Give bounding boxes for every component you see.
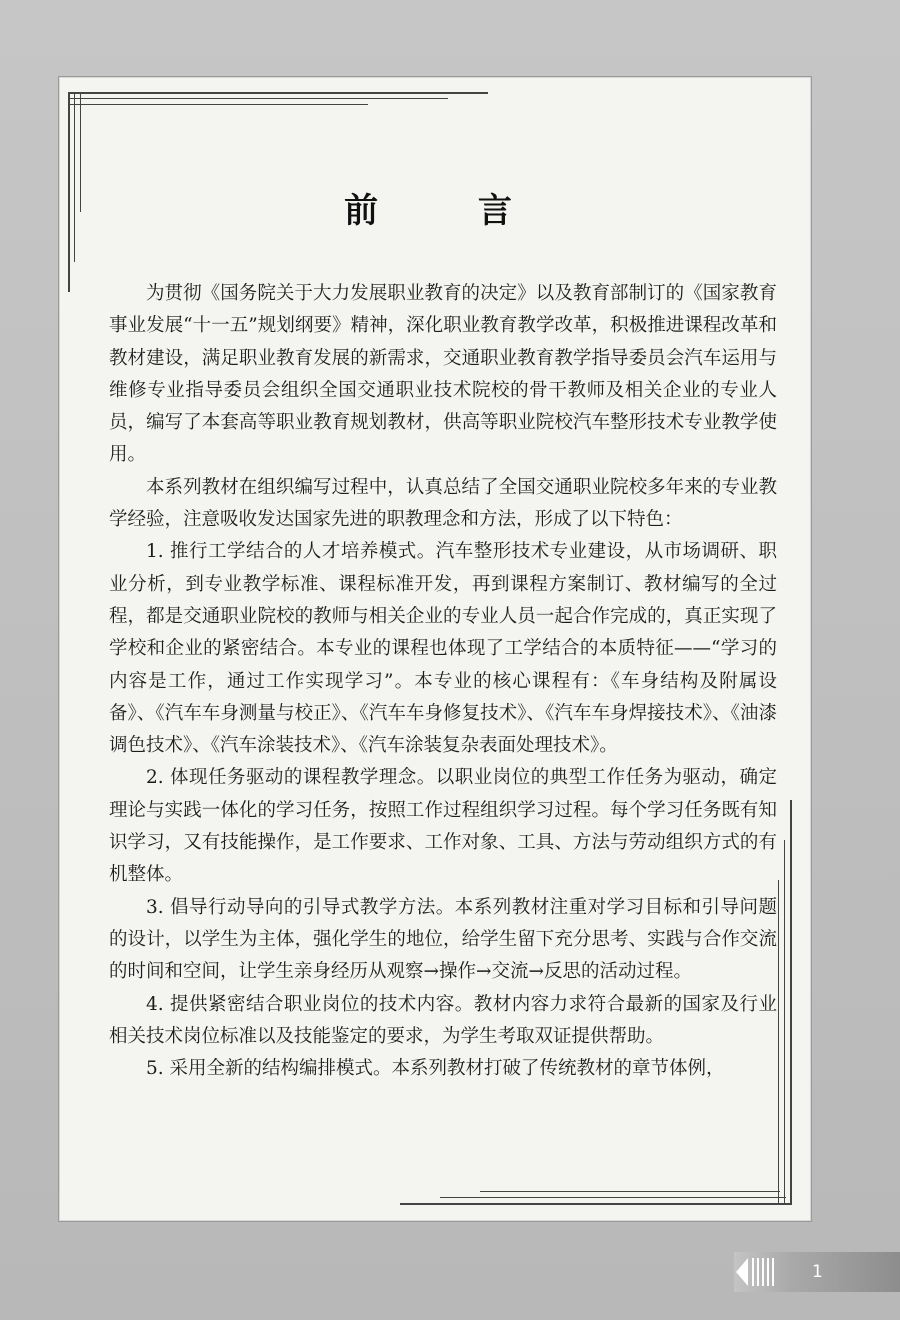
corner-rule [784,840,785,1205]
preface-body [109,278,777,1085]
paragraph: 为贯彻《国务院关于大力发展职业教育的决定》以及教育部制订的《国家教育事业发展“十一五”规划纲要》精神，深化职业教育教学改革，积极推进课程改革和教材建设，满足职业教育发展的新需求，交通职业教育教学指导委员会汽车运用与维修专业指导委员会组织全国交通职业技术院校的骨干教师及相关企业的专业人员，编写了本套高等职业教育规划教材，供高等职业院校汽车整形技术专业教学使用。 [109,283,777,466]
paragraph: 4. 提供紧密结合职业岗位的技术内容。教材内容力求符合最新的国家及行业相关技术岗位标准以及技能鉴定的要求，为学生考取双证提供帮助。 [109,993,777,1047]
corner-rule [68,104,368,105]
corner-rule [400,1203,792,1205]
paragraph: 2. 体现任务驱动的课程教学理念。以职业岗位的典型工作任务为驱动，确定理论与实践一体化的学习任务，按照工作过程组织学习过程。每个学习任务既有知识学习，又有技能操作，是工作要求、工作对象、工具、方法与劳动组织方式的有机整体。 [109,767,777,886]
page-number: 1 [812,1262,823,1282]
paragraph: 3. 倡导行动导向的引导式教学方法。本系列教材注重对学习目标和引导问题的设计，以学生为主体，强化学生的地位，给学生留下充分思考、实践与合作交流的时间和空间，让学生亲身经历从观察→操作→交流→反思的活动过程。 [109,896,777,983]
corner-rule [790,800,792,1205]
page-tab-decoration [734,1252,794,1292]
corner-rule [440,1197,786,1198]
corner-rule [68,98,448,99]
corner-rule [68,92,488,94]
paragraph: 1. 推行工学结合的人才培养模式。汽车整形技术专业建设，从市场调研、职业分析，到专业教学标准、课程标准开发，再到课程方案制订、教材编写的全过程，都是交通职业院校的教师与相关企业的专业人员一起合作完成的，真正实现了学校和企业的紧密结合。本专业的课程也体现了工学结合的本质特征——“学习的内容是工作，通过工作实现学习”。本专业的核心课程有：《车身结构及附属设备》、《汽车车身测量与校正》、《汽车车身修复技术》、《汽车车身焊接技术》、《油漆调色技术》、《汽车涂装技术》、《汽车涂装复杂表面处理技术》。 [109,541,777,757]
page-title: 前 言 [344,191,556,231]
paragraph: 本系列教材在组织编写过程中，认真总结了全国交通职业院校多年来的专业教学经验，注意吸收发达国家先进的职教理念和方法，形成了以下特色： [109,476,777,531]
paragraph: 5. 采用全新的结构编排模式。本系列教材打破了传统教材的章节体例， [146,1058,725,1080]
corner-rule [480,1191,780,1192]
corner-rule [74,92,75,262]
corner-rule [778,880,779,1205]
